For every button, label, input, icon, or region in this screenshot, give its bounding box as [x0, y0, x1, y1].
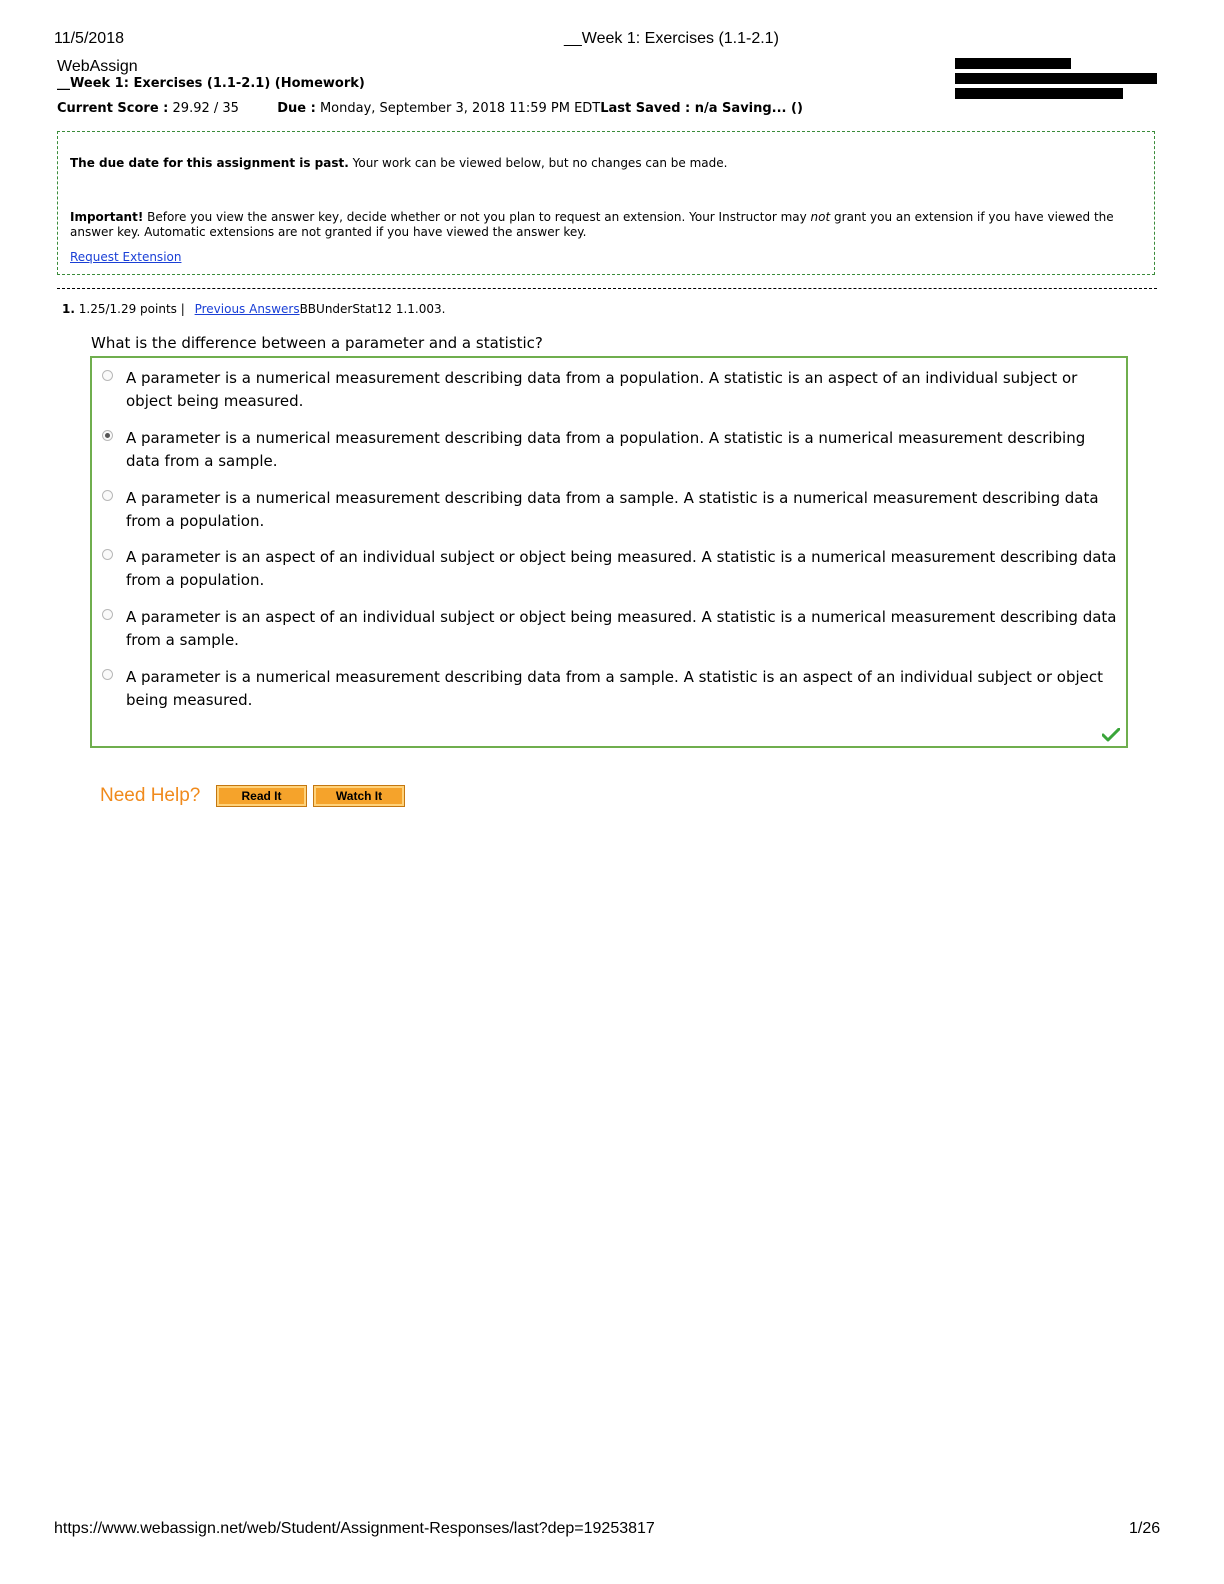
read-it-button[interactable]: Read It [216, 785, 307, 807]
important-italic: not [810, 210, 831, 224]
question-points: 1.25/1.29 points | [78, 302, 185, 316]
score-line [57, 101, 803, 116]
due-label: Due : [277, 101, 316, 116]
past-due-bold: The due date for this assignment is past. [70, 156, 349, 170]
watch-it-button[interactable]: Watch It [313, 785, 405, 807]
previous-answers-link[interactable]: Previous Answers [194, 302, 300, 316]
redacted-user-info [955, 73, 1157, 84]
past-due-message [70, 156, 727, 171]
important-text-2: grant you an extension if you have viewed the answer key. Automatic extensions are not granted if you have viewed the answer key. [70, 210, 1114, 239]
need-help-label: Need Help? [100, 785, 201, 806]
print-title: __Week 1: Exercises (1.1-2.1) [564, 30, 779, 47]
radio-button-selected[interactable] [102, 430, 113, 441]
radio-button[interactable] [102, 549, 113, 560]
important-message [70, 210, 1114, 240]
answer-option-text: A parameter is a numerical measurement describing data from a population. A statistic is a numerical measurement describing data from a sample. [126, 429, 1086, 470]
past-due-text: Your work can be viewed below, but no changes can be made. [348, 156, 728, 170]
request-extension-link[interactable]: Request Extension [70, 250, 182, 264]
due-date-notice [57, 131, 1155, 275]
important-text-1: Before you view the answer key, decide whether or not you plan to request an extension. Your Instructor may [143, 210, 811, 224]
radio-button[interactable] [102, 490, 113, 501]
score-label: Current Score : [57, 101, 169, 116]
radio-button[interactable] [102, 370, 113, 381]
redacted-user-name [955, 58, 1071, 69]
answer-option-text: A parameter is a numerical measurement describing data from a population. A statistic is an aspect of an individual subject or object being measured. [126, 369, 1078, 410]
brand-logo: WebAssign [57, 58, 138, 75]
assignment-title: __Week 1: Exercises (1.1-2.1) (Homework) [57, 76, 365, 91]
answer-option-text: A parameter is an aspect of an individual subject or object being measured. A statistic is a numerical measurement describing data from a population. [126, 548, 1117, 589]
question-header [62, 302, 445, 316]
answer-option-text: A parameter is a numerical measurement describing data from a sample. A statistic is an aspect of an individual subject or object being measured. [126, 668, 1104, 709]
footer-url: https://www.webassign.net/web/Student/Assignment-Responses/last?dep=19253817 [54, 1520, 655, 1537]
correct-check-icon [1102, 728, 1120, 742]
score-value: 29.92 / 35 [172, 101, 239, 116]
radio-button[interactable] [102, 609, 113, 620]
important-bold: Important! [70, 210, 144, 224]
last-saved-status: Last Saved : n/a Saving... () [600, 101, 803, 116]
section-divider [57, 288, 1157, 289]
redacted-user-class [955, 88, 1123, 99]
answer-options-box [90, 356, 1128, 748]
answer-option-text: A parameter is a numerical measurement describing data from a sample. A statistic is a numerical measurement describing data from a population. [126, 489, 1099, 530]
radio-button[interactable] [102, 669, 113, 680]
question-code: BBUnderStat12 1.1.003. [299, 302, 446, 316]
answer-option-text: A parameter is an aspect of an individual subject or object being measured. A statistic is a numerical measurement describing data from a sample. [126, 608, 1117, 649]
question-text: What is the difference between a parameter and a statistic? [91, 334, 543, 352]
question-number: 1. [62, 302, 75, 316]
due-value: Monday, September 3, 2018 11:59 PM EDT [319, 101, 601, 116]
footer-page-number: 1/26 [1129, 1520, 1161, 1537]
print-date: 11/5/2018 [54, 30, 124, 47]
